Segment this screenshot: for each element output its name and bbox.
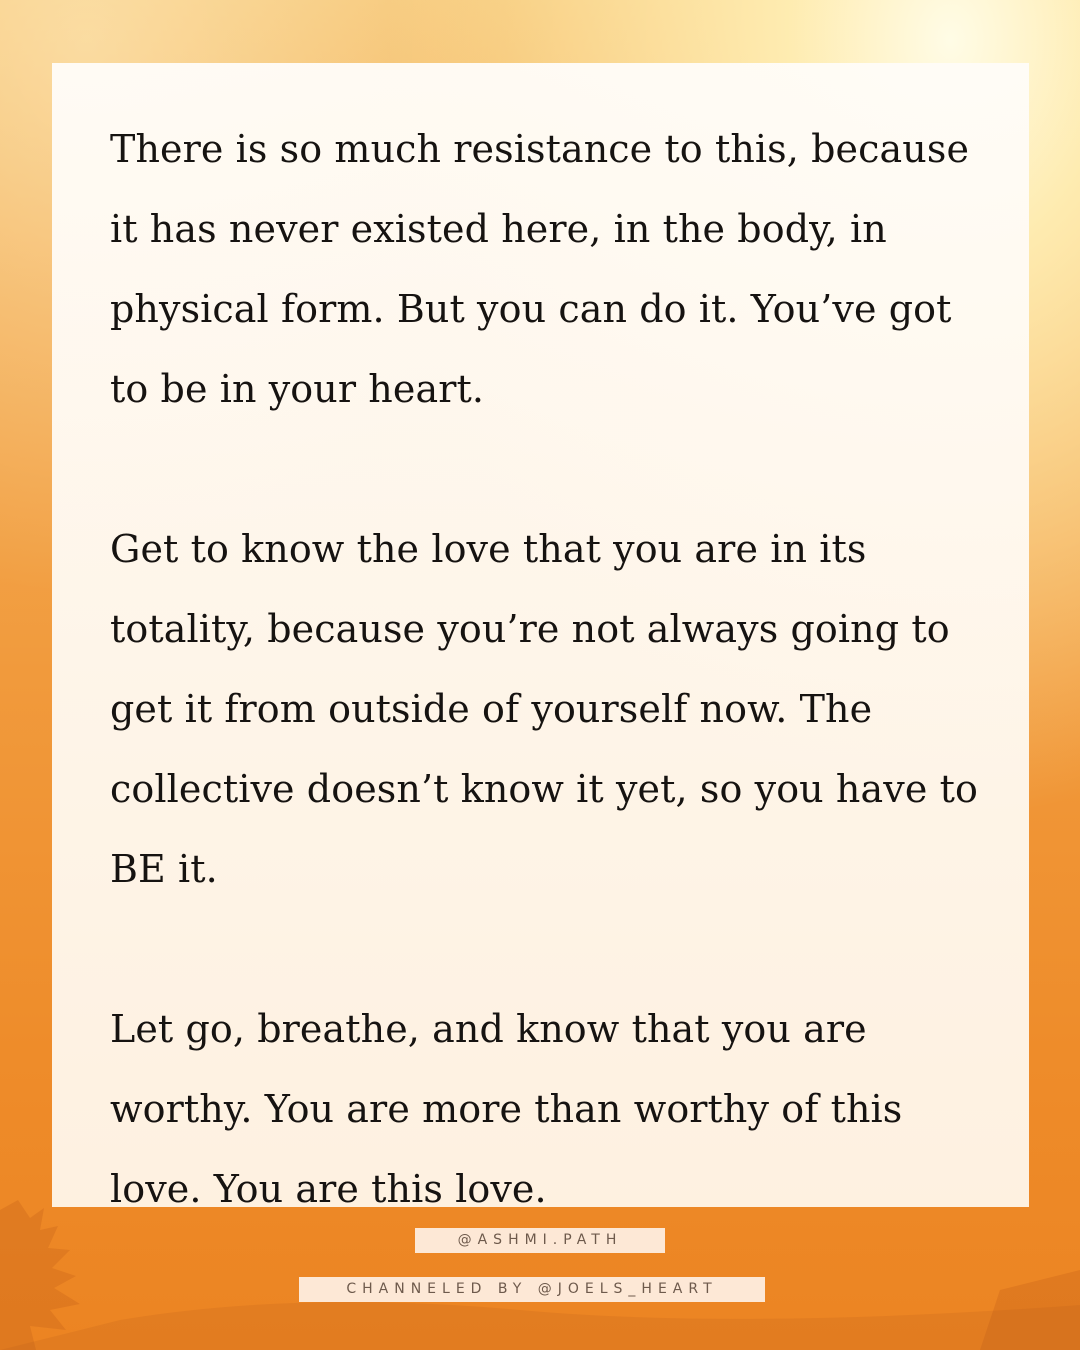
quote-paragraph-3: Let go, breathe, and know that you are worthy. You are more than worthy of this love. You are this love. [110, 1007, 903, 1211]
quote-paragraph-2: Get to know the love that you are in its totality, because you’re not always going to get it from outside of yourself now. The collective doesn’t know it yet, so you have to BE it. [110, 527, 978, 891]
author-handle-tag[interactable]: @ASHMI.PATH [415, 1228, 665, 1253]
channeled-by-tag[interactable]: CHANNELED BY @JOELS_HEART [299, 1277, 765, 1302]
quote-card [52, 63, 1029, 1211]
quote-paragraph-1: There is so much resistance to this, because it has never existed here, in the body, in physical form. But you can do it. You’ve got to be in your heart. [110, 127, 970, 411]
